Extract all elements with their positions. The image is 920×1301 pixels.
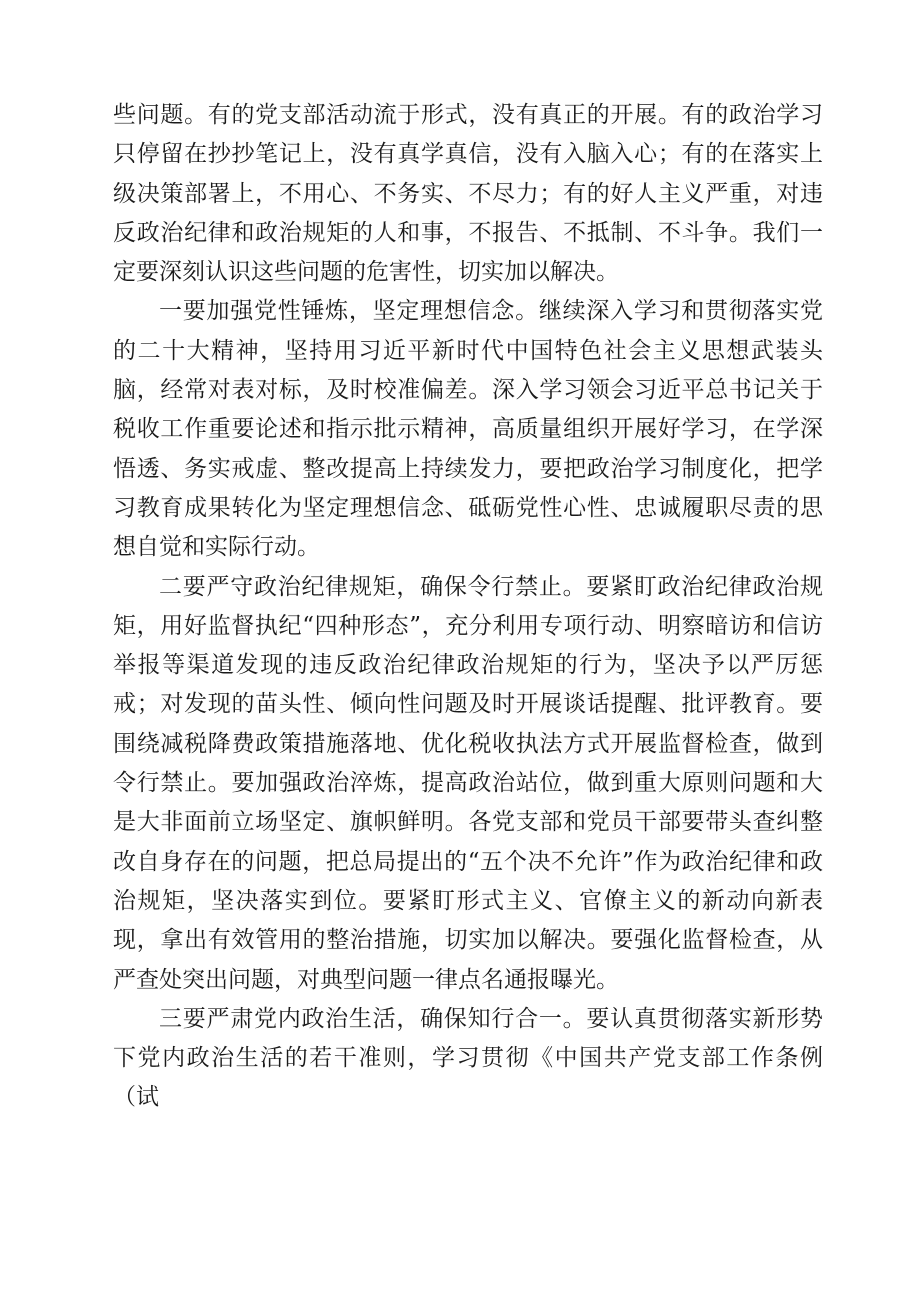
document-body	[113, 96, 823, 1118]
paragraph-3: 二要严守政治纪律规矩，确保令行禁止。要紧盯政治纪律政治规矩，用好监督执纪“四种形态”，充分利用专项行动、明察暗访和信访举报等渠道发现的违反政治纪律政治规矩的行为，坚决予以严厉惩戒；对发现的苗头性、倾向性问题及时开展谈话提醒、批评教育。要围绕减税降费政策措施落地、优化税收执法方式开展监督检查，做到令行禁止。要加强政治淬炼，提高政治站位，做到重大原则问题和大是大非面前立场坚定、旗帜鲜明。各党支部和党员干部要带头查纠整改自身存在的问题，把总局提出的“五个决不允许”作为政治纪律和政治规矩，坚决落实到位。要紧盯形式主义、官僚主义的新动向新表现，拿出有效管用的整治措施，切实加以解决。要强化监督检查，从严查处突出问题，对典型问题一律点名通报曝光。	[113, 573, 823, 993]
paragraph-4: 三要严肃党内政治生活，确保知行合一。要认真贯彻落实新形势下党内政治生活的若干准则，学习贯彻《中国共产党支部工作条例（试	[113, 1005, 823, 1111]
paragraph-2: 一要加强党性锤炼，坚定理想信念。继续深入学习和贯彻落实党的二十大精神，坚持用习近平新时代中国特色社会主义思想武装头脑，经常对表对标，及时校准偏差。深入学习领会习近平总书记关于税收工作重要论述和指示批示精神，高质量组织开展好学习，在学深悟透、务实戒虚、整改提高上持续发力，要把政治学习制度化，把学习教育成果转化为坚定理想信念、砥砺党性心性、忠诚履职尽责的思想自觉和实际行动。	[113, 298, 823, 561]
paragraph-1: 些问题。有的党支部活动流于形式，没有真正的开展。有的政治学习只停留在抄抄笔记上，没有真学真信，没有入脑入心；有的在落实上级决策部署上，不用心、不务实、不尽力；有的好人主义严重，对违反政治纪律和政治规矩的人和事，不报告、不抵制、不斗争。我们一定要深刻认识这些问题的危害性，切实加以解决。	[113, 102, 823, 286]
